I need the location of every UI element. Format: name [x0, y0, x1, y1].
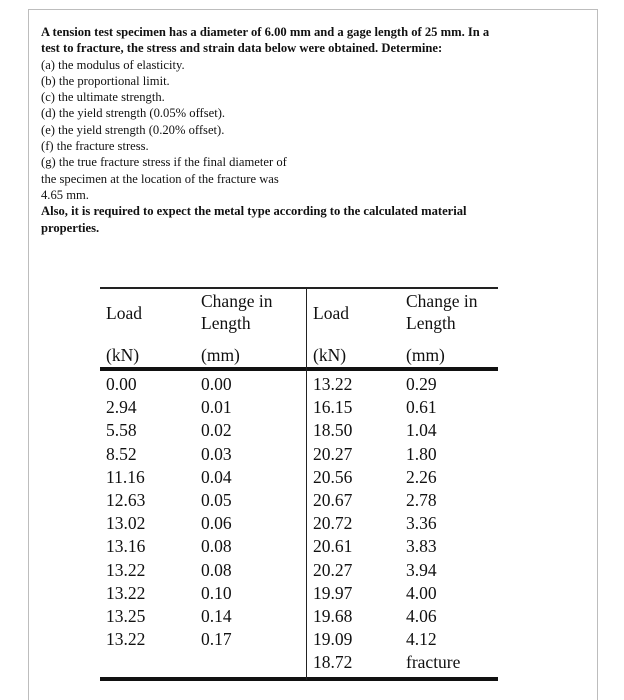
left-load-cell: 0.00 — [106, 374, 137, 394]
right-load-cell: 20.61 — [313, 536, 353, 557]
intro-line-2: test to fracture, the stress and strain data below were obtained. Determine: — [41, 41, 443, 56]
left-change-cell: 0.04 — [201, 466, 232, 487]
left-change-cell: 0.03 — [201, 443, 232, 464]
also-line-1: Also, it is required to expect the metal type according to the calculated material — [41, 204, 467, 219]
left-change-cell: 0.06 — [201, 513, 232, 534]
right-load-cell: 19.09 — [313, 629, 353, 650]
header-load-left: Load — [106, 303, 142, 323]
right-load-cell: 18.50 — [313, 420, 353, 441]
right-change-cell: 1.80 — [406, 443, 437, 464]
left-load-cell: 8.52 — [106, 443, 137, 464]
right-load-cell: 20.56 — [313, 466, 353, 487]
right-change-cell: 3.94 — [406, 559, 437, 580]
table-bottom-rule — [100, 677, 498, 681]
table-top-rule — [100, 287, 498, 289]
right-load-cell: 16.15 — [313, 397, 353, 418]
left-load-cell: 13.02 — [106, 513, 146, 534]
right-load-cell: 13.22 — [313, 374, 353, 394]
item-e: (e) the yield strength (0.20% offset). — [41, 122, 225, 137]
right-load-cell: 20.27 — [313, 559, 353, 580]
intro-line-1: A tension test specimen has a diameter of 6.00 mm and a gage length of 25 mm. In a — [41, 25, 490, 39]
right-change-cell: 0.61 — [406, 397, 437, 418]
also-line-2: properties. — [41, 220, 100, 235]
header-change-left-line2: Length — [201, 313, 251, 333]
right-change-cell: 3.83 — [406, 536, 437, 557]
right-change-cell: fracture — [406, 652, 461, 673]
item-c: (c) the ultimate strength. — [41, 90, 165, 105]
left-change-cell: 0.00 — [201, 374, 232, 394]
item-g-line-2: the specimen at the location of the fracture was — [41, 171, 279, 186]
right-load-cell: 19.68 — [313, 606, 353, 626]
left-change-cell: 0.10 — [201, 582, 232, 603]
left-change-cell: 0.08 — [201, 536, 232, 557]
item-f: (f) the fracture stress. — [41, 139, 149, 154]
unit-load-left: (kN) — [106, 345, 140, 365]
left-load-cell: 13.22 — [106, 629, 146, 650]
right-change-cell: 4.12 — [406, 629, 437, 650]
left-load-cell: 2.94 — [106, 397, 137, 418]
right-change-cell: 0.29 — [406, 374, 437, 394]
table-header-rule — [100, 367, 498, 371]
header-change-right-line2: Length — [406, 313, 456, 333]
right-load-cell: 20.27 — [313, 443, 353, 464]
left-change-cell: 0.08 — [201, 559, 232, 580]
right-change-cell: 4.06 — [406, 606, 437, 626]
left-load-cell: 11.16 — [106, 466, 145, 487]
right-load-cell: 20.67 — [313, 490, 353, 510]
left-change-cell: 0.14 — [201, 606, 232, 626]
table-column-divider — [306, 287, 307, 680]
left-load-cell: 13.16 — [106, 536, 146, 557]
left-change-cell: 0.02 — [201, 420, 232, 441]
header-load-right: Load — [313, 303, 349, 323]
right-load-cell: 18.72 — [313, 652, 353, 673]
right-change-cell: 3.36 — [406, 513, 437, 534]
left-change-cell: 0.01 — [201, 397, 232, 418]
unit-change-left: (mm) — [201, 345, 240, 365]
right-change-cell: 2.26 — [406, 466, 437, 487]
unit-change-right: (mm) — [406, 345, 445, 365]
right-change-cell: 2.78 — [406, 490, 437, 510]
item-b: (b) the proportional limit. — [41, 73, 170, 88]
item-a: (a) the modulus of elasticity. — [41, 57, 185, 72]
item-g-line-1: (g) the true fracture stress if the final diameter of — [41, 155, 287, 170]
problem-statement — [41, 24, 581, 236]
left-load-cell: 12.63 — [106, 490, 146, 510]
header-change-left-line1: Change in — [201, 291, 273, 311]
data-table — [100, 287, 498, 682]
left-load-cell: 13.22 — [106, 582, 146, 603]
left-change-cell: 0.17 — [201, 629, 232, 650]
header-change-right-line1: Change in — [406, 291, 478, 311]
left-load-cell: 5.58 — [106, 420, 137, 441]
left-load-cell: 13.25 — [106, 606, 146, 626]
right-load-cell: 19.97 — [313, 582, 353, 603]
item-g-line-3: 4.65 mm. — [41, 187, 89, 202]
right-change-cell: 4.00 — [406, 582, 437, 603]
unit-load-right: (kN) — [313, 345, 347, 365]
right-change-cell: 1.04 — [406, 420, 437, 441]
left-load-cell: 13.22 — [106, 559, 146, 580]
left-change-cell: 0.05 — [201, 490, 232, 510]
item-d: (d) the yield strength (0.05% offset). — [41, 106, 226, 121]
right-load-cell: 20.72 — [313, 513, 353, 534]
